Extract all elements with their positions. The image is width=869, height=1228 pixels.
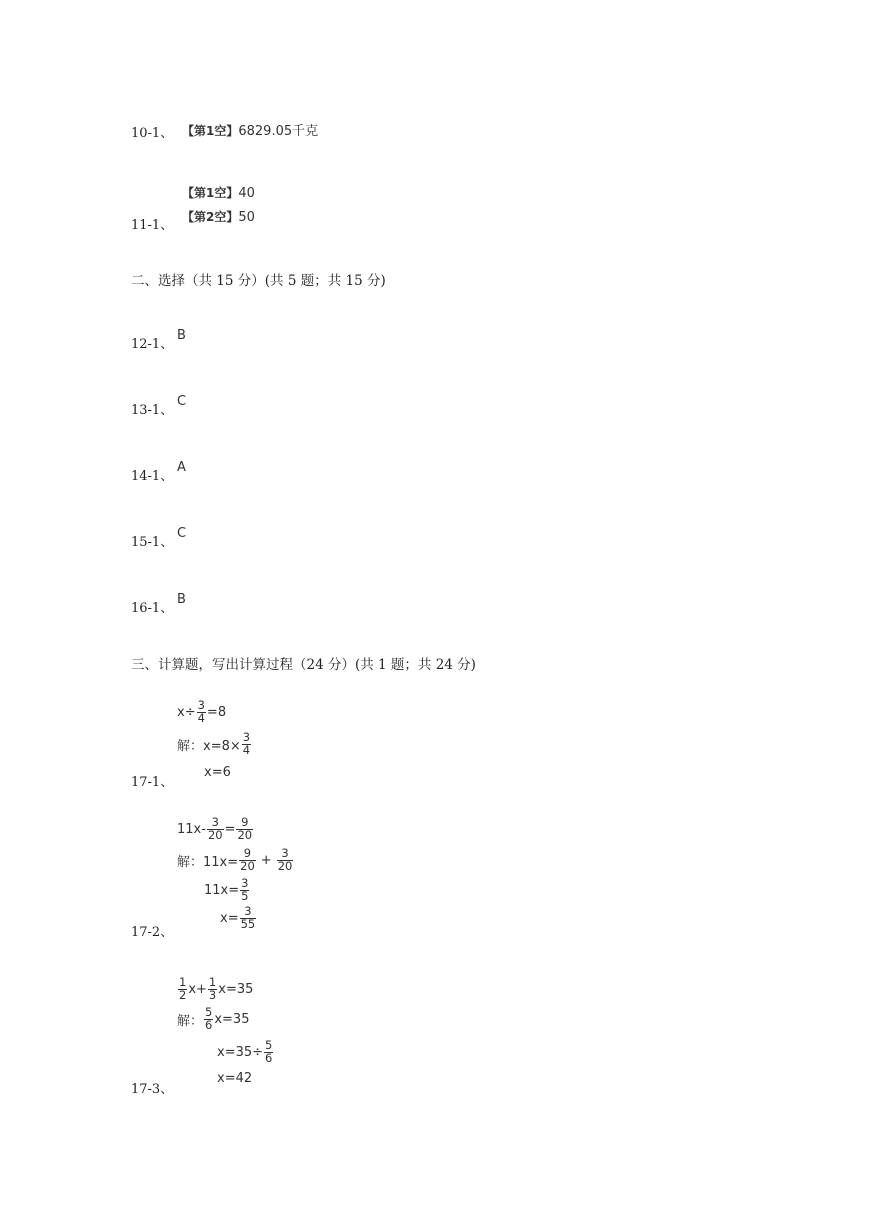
answer-12-1: B xyxy=(177,328,186,343)
fraction: $\frac{3}{4}$ xyxy=(197,698,205,725)
item-label-17-1: 17-1、 xyxy=(131,775,174,790)
answer-14-1: A xyxy=(177,460,186,475)
equation-17-1-line1: x÷ $\frac{3}{4}$ =8 xyxy=(177,698,227,725)
equation-17-3-line4: x=42 xyxy=(217,1071,253,1086)
equation-17-3-line3: x=35÷ $\frac{5}{6}$ xyxy=(217,1038,273,1065)
answer-16-1: B xyxy=(177,592,186,607)
answer-11-1-blank2 xyxy=(182,208,255,225)
equation-17-2-line1: 11x- $\frac{3}{20}$ = $\frac{9}{20}$ xyxy=(177,815,253,842)
item-label-17-3: 17-3、 xyxy=(131,1082,174,1097)
fraction: $\frac{3}{4}$ xyxy=(242,730,251,757)
fraction: $\frac{3}{5}$ xyxy=(241,876,249,903)
fraction: $\frac{3}{55}$ xyxy=(240,904,256,931)
item-label-12-1: 12-1、 xyxy=(131,337,174,352)
fraction: $\frac{3}{20}$ xyxy=(207,815,223,842)
item-label-16-1: 16-1、 xyxy=(131,601,174,616)
equation-17-3-line2: 解： $\frac{5}{6}$ x=35 xyxy=(177,1005,250,1032)
equation-17-2-line3: 11x= $\frac{3}{5}$ xyxy=(204,876,249,903)
equation-17-3-line1: $\frac{1}{2}$ x+ $\frac{1}{3}$ x=35 xyxy=(179,975,254,1002)
section-title-calc: 三、计算题，写出计算过程（24 分）(共 1 题；共 24 分) xyxy=(131,657,476,673)
item-label-17-2: 17-2、 xyxy=(131,925,174,940)
answer-10-1 xyxy=(182,120,318,139)
fraction: $\frac{5}{6}$ xyxy=(205,1005,213,1032)
answer-13-1: C xyxy=(177,394,187,409)
fraction: $\frac{5}{6}$ xyxy=(265,1038,273,1065)
fraction: $\frac{9}{20}$ xyxy=(240,846,255,873)
item-label-14-1: 14-1、 xyxy=(131,469,174,484)
fraction: $\frac{1}{2}$ xyxy=(179,975,187,1002)
item-label-11-1: 11-1、 xyxy=(131,218,174,233)
blank-value: 6829.05千克 xyxy=(238,124,319,139)
blank-tag: 【第1空】 xyxy=(182,186,239,200)
fraction: $\frac{1}{3}$ xyxy=(208,975,217,1002)
item-label-10-1: 10-1、 xyxy=(131,126,174,141)
equation-17-2-line4: x= $\frac{3}{55}$ xyxy=(220,904,256,931)
fraction: $\frac{3}{20}$ xyxy=(277,846,293,873)
equation-17-1-line2: 解：x=8× $\frac{3}{4}$ xyxy=(177,730,251,757)
answer-11-1-blank1 xyxy=(182,184,255,201)
item-label-13-1: 13-1、 xyxy=(131,403,174,418)
equation-17-2-line2: 解：11x= $\frac{9}{20}$ + $\frac{3}{20}$ xyxy=(177,846,293,873)
section-title-choice: 二、选择（共 15 分）(共 5 题；共 15 分) xyxy=(131,273,386,289)
blank-tag: 【第1空】 xyxy=(182,124,239,138)
item-label-15-1: 15-1、 xyxy=(131,535,174,550)
blank-tag: 【第2空】 xyxy=(182,210,239,224)
answer-15-1: C xyxy=(177,526,187,541)
equation-17-1-line3: x=6 xyxy=(204,765,231,780)
blank-value: 50 xyxy=(238,210,255,225)
blank-value: 40 xyxy=(238,186,255,201)
fraction: $\frac{9}{20}$ xyxy=(237,815,253,842)
